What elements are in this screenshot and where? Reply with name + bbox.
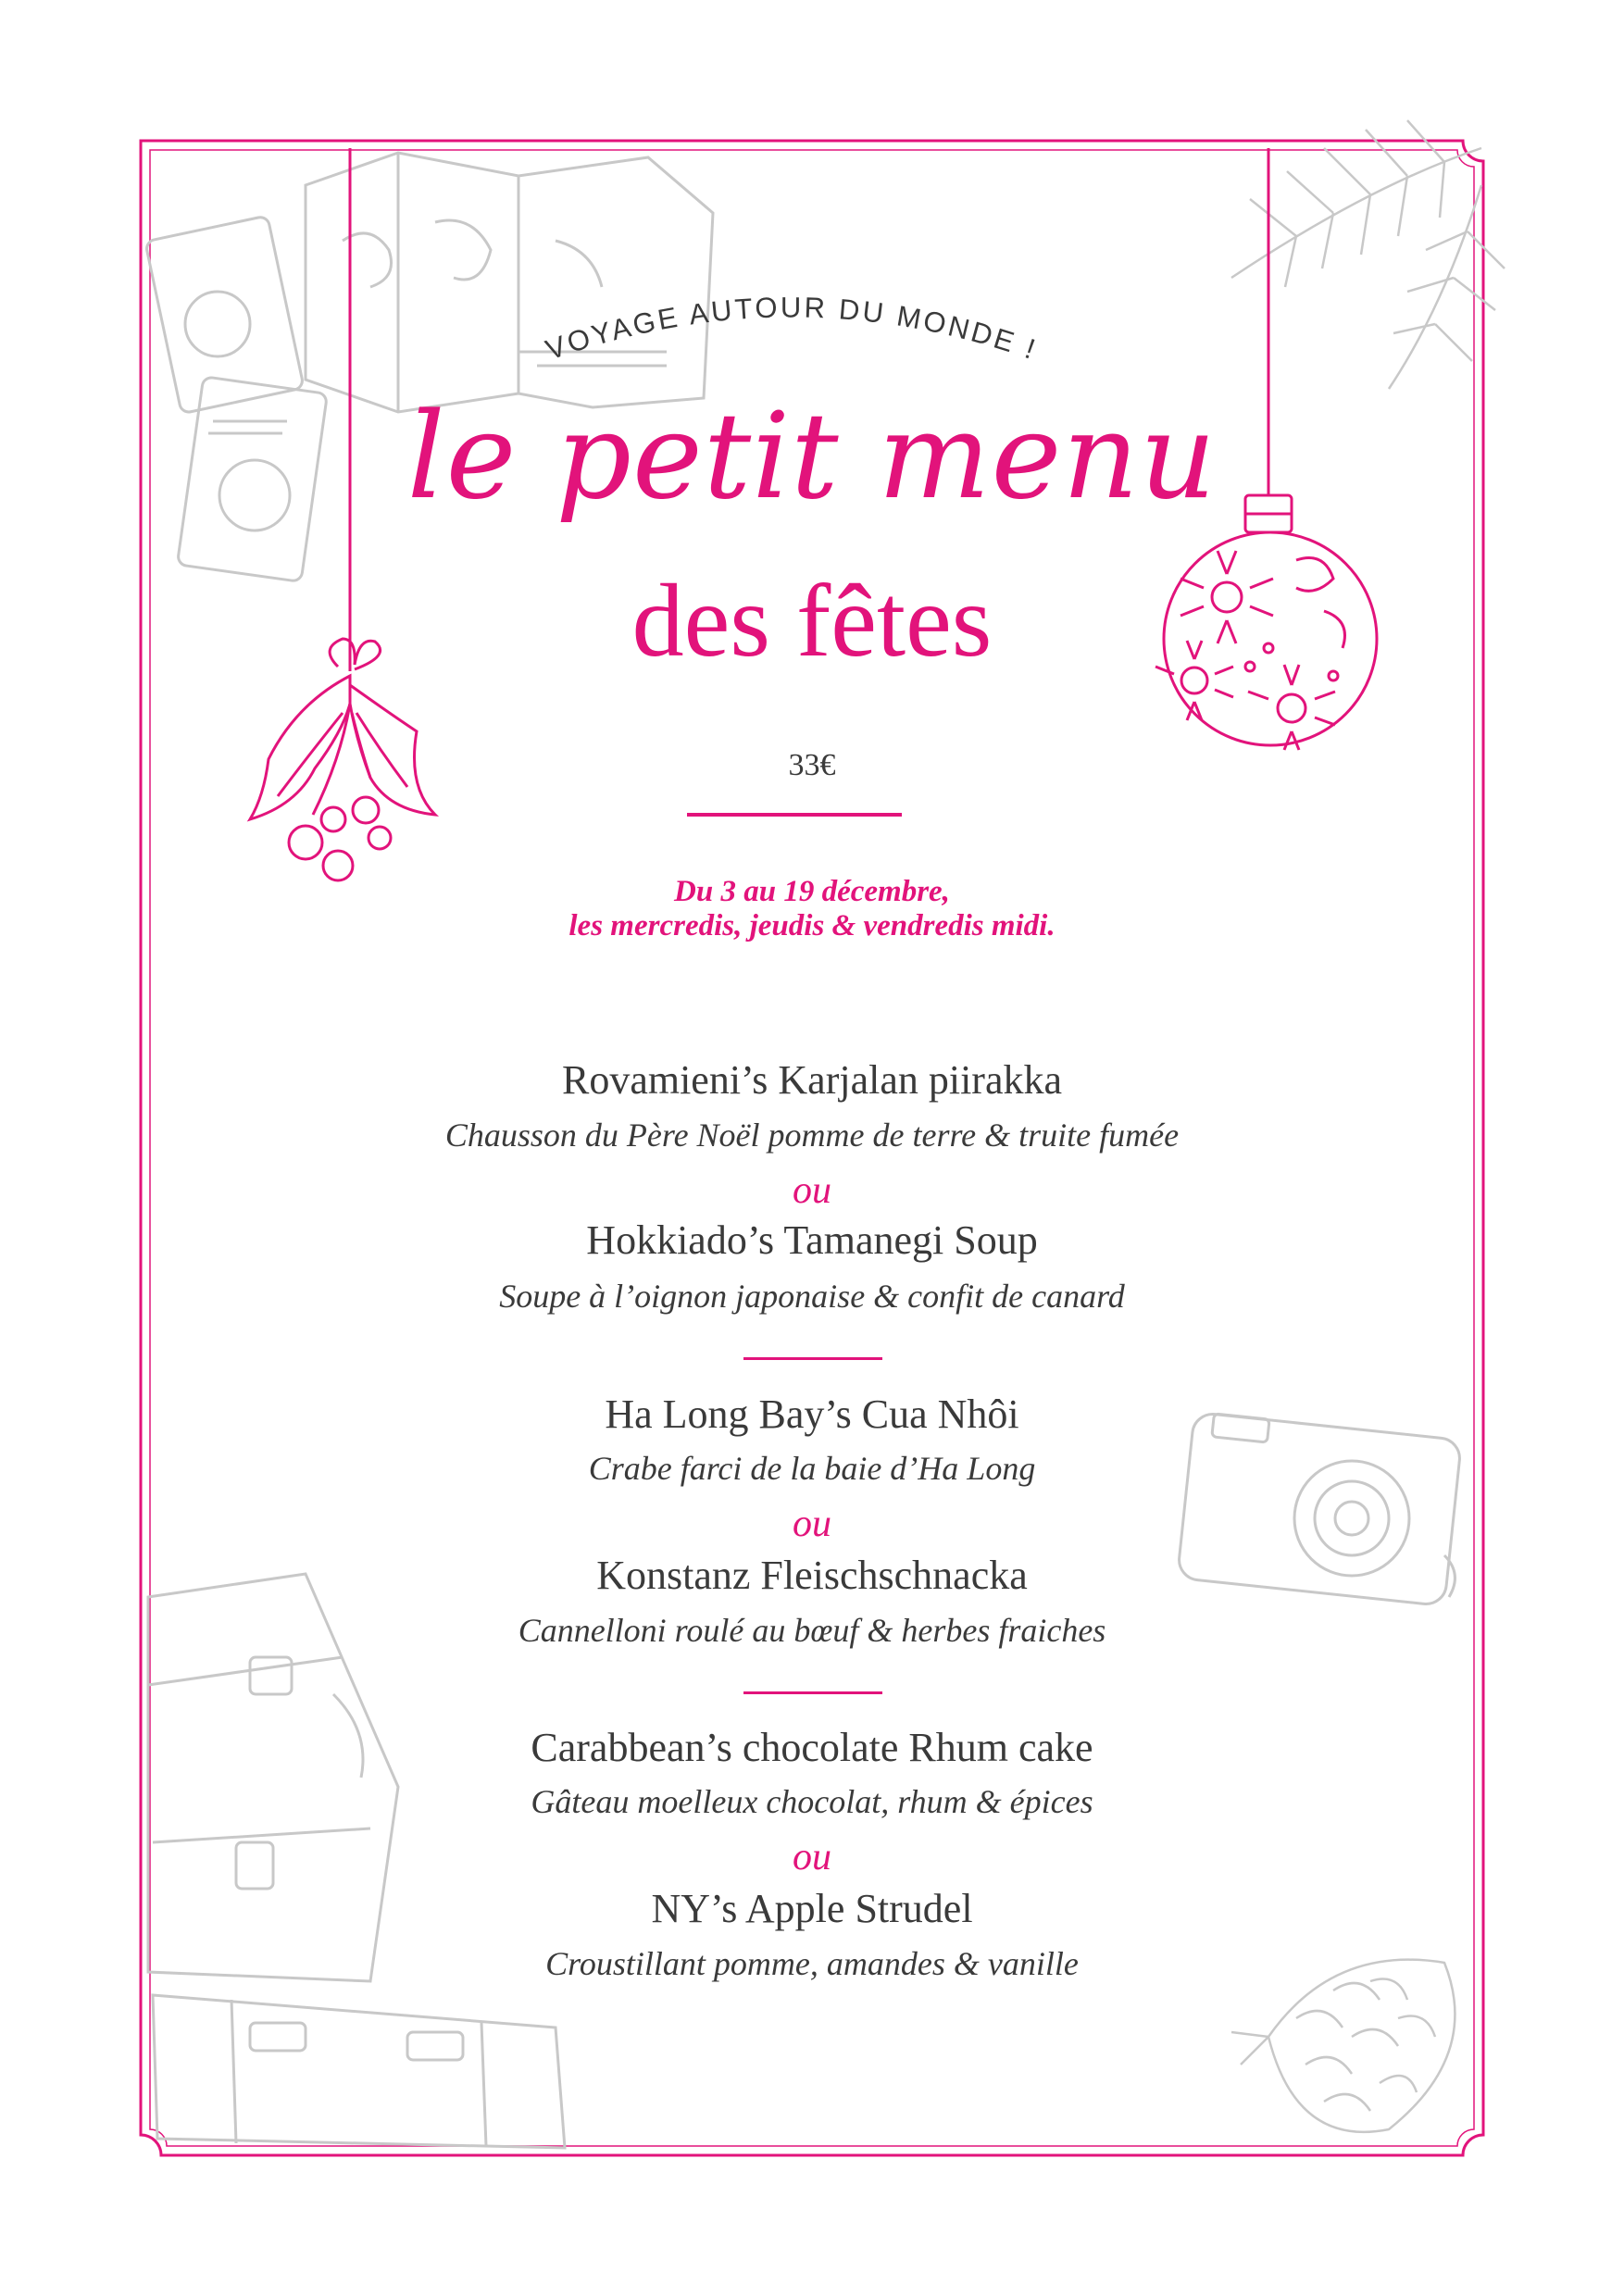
menu-title-script: le petit menu <box>406 388 1218 526</box>
dish-description: Chausson du Père Noël pomme de terre & truite fumée <box>444 1117 1180 1154</box>
dish-name: Ha Long Bay’s Cua Nhôi <box>605 1391 1019 1437</box>
dish-description: Soupe à l’oignon japonaise & confit de canard <box>499 1278 1125 1315</box>
dish-description: Croustillant pomme, amandes & vanille <box>545 1945 1079 1982</box>
dates-line-2: les mercredis, jeudis & vendredis midi. <box>568 908 1056 942</box>
course-or-separator: ou <box>793 1503 831 1545</box>
dates-line-1: Du 3 au 19 décembre, <box>674 875 950 908</box>
course-or-separator: ou <box>793 1169 831 1212</box>
dish-description: Gâteau moelleux chocolat, rhum & épices <box>531 1783 1093 1820</box>
dish-description: Crabe farci de la baie d’Ha Long <box>588 1450 1036 1487</box>
menu-price: 33€ <box>788 748 836 782</box>
course-divider <box>743 1357 882 1360</box>
price-divider <box>687 813 902 817</box>
course-divider <box>743 1691 882 1694</box>
course-or-separator: ou <box>793 1836 831 1878</box>
pine-branch-icon <box>1231 120 1505 389</box>
luggage-icon <box>153 1995 565 2148</box>
dish-name: Rovamieni’s Karjalan piirakka <box>561 1057 1063 1103</box>
dish-name: Konstanz Fleischschnacka <box>596 1553 1028 1598</box>
tagline-text: VOYAGE AUTOUR DU MONDE ! <box>542 291 1043 367</box>
dish-name: Carabbean’s chocolate Rhum cake <box>531 1725 1093 1770</box>
dish-name: Hokkiado’s Tamanegi Soup <box>586 1217 1038 1263</box>
menu-title-main: des fêtes <box>631 564 993 679</box>
dish-description: Cannelloni roulé au bœuf & herbes fraiches <box>518 1612 1106 1649</box>
svg-text:VOYAGE AUTOUR DU MONDE ! <box>542 291 1042 366</box>
pine-cone-icon <box>1231 1960 1455 2132</box>
dish-name: NY’s Apple Strudel <box>651 1886 973 1931</box>
menu-dates <box>0 875 1624 943</box>
tagline-arc <box>505 278 1079 389</box>
